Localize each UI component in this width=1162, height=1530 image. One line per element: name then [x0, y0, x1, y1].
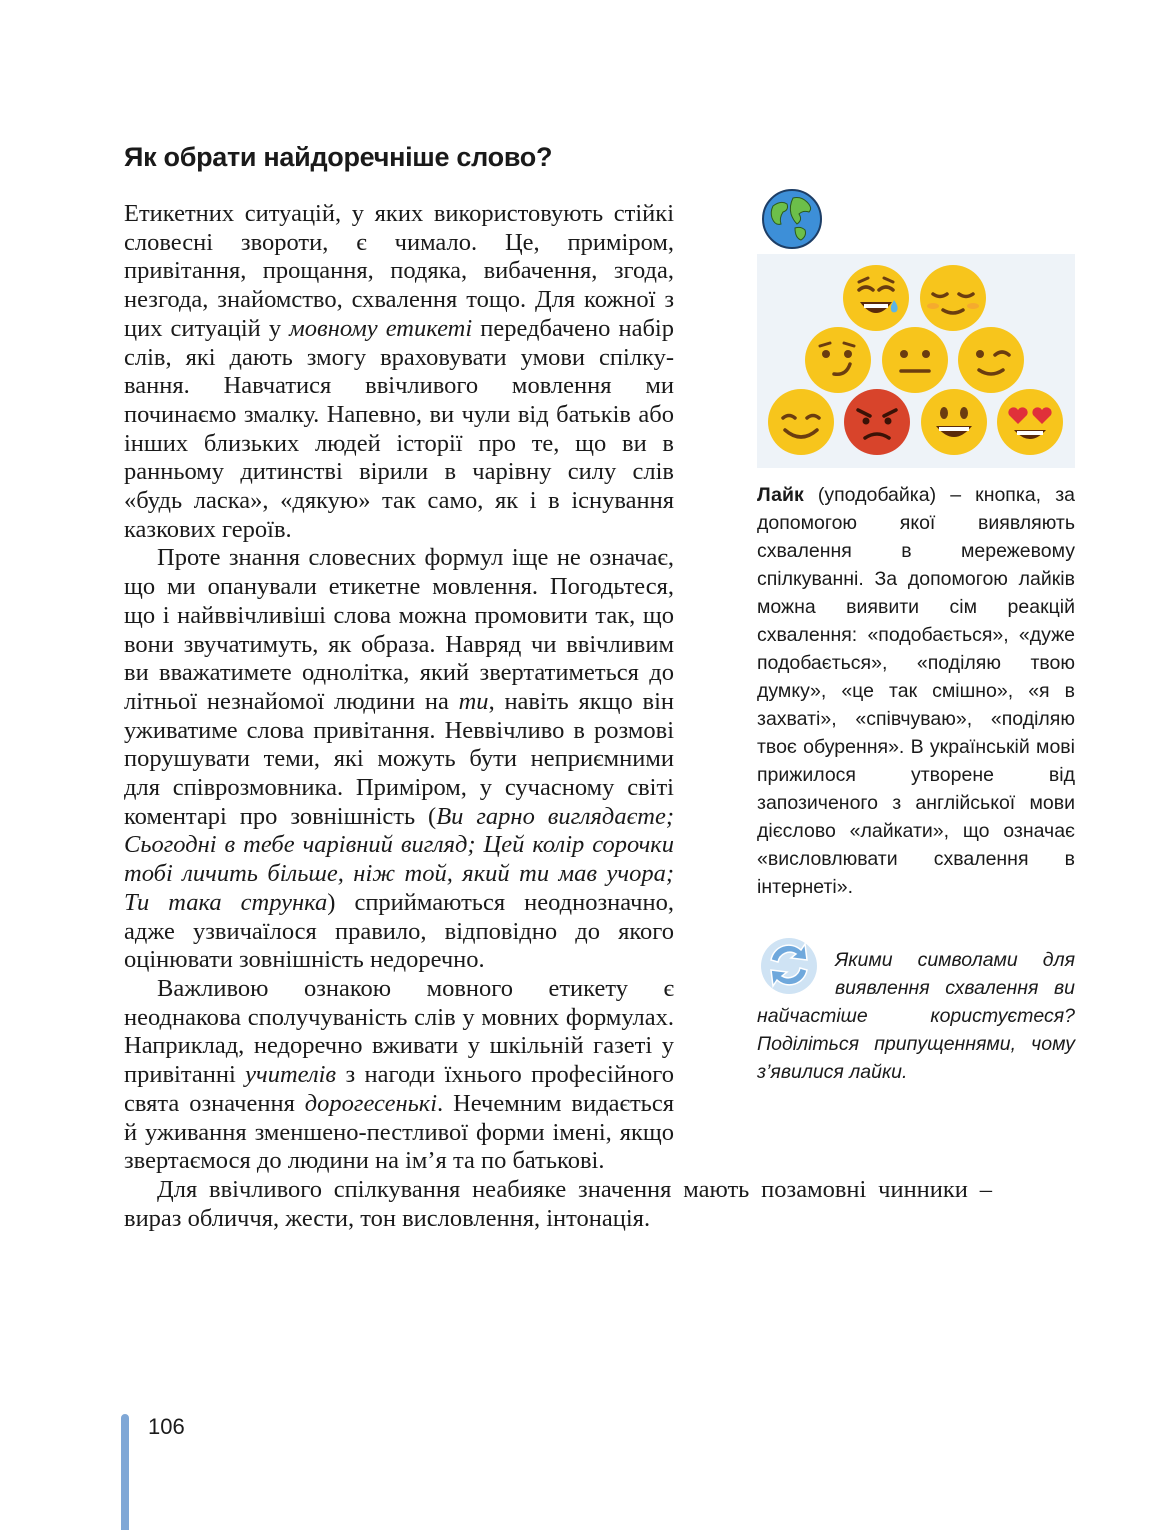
- text-segment: Етикетних ситуацій, у яких використовують стійкі словесні звороти, є чимало. Це, приміром, привітання, прощання, подяка, вибачення, згода, незгода, знайомство, схвалення тощо. Для кожної з цих ситуацій у: [124, 200, 674, 342]
- text-segment: з нагоди їхнього професійного свята означення: [124, 1061, 674, 1117]
- caption-like: [757, 481, 1075, 901]
- emoji-smile-icon: [767, 388, 835, 456]
- caption-term: Лайк: [757, 484, 804, 506]
- text-segment: Важливою ознакою мовного етикету є неоднакова сполучуваність слів у мовних формулах. Наприклад, недоречно вживати у шкільній газеті у привітанні: [124, 974, 674, 1089]
- italic-segment: дорогесенькі: [304, 1089, 438, 1117]
- emoji-tears-of-joy-icon: [842, 264, 910, 332]
- paragraph-4: [124, 1176, 992, 1233]
- emoji-illustration: [757, 254, 1075, 468]
- emoji-smirk-icon: [804, 326, 872, 394]
- emoji-wink-icon: [957, 326, 1025, 394]
- italic-segment: ти: [458, 687, 489, 715]
- emoji-angry-icon: [843, 388, 911, 456]
- italic-segment: мовному етикеті: [289, 314, 473, 342]
- text-segment: передбачено набір слів, які дають змогу враховувати умови спілкування. Навчатися ввічливого мовлення ми починаємо змалку. Напевно, ви чули від батьків або інших близьких людей історії про те, що ви в ранньому дитинстві вірили в чарівну силу слів «будь ласка», «дякую» так само, як і в існування казкових героїв.: [124, 314, 674, 543]
- emoji-grin-icon: [920, 388, 988, 456]
- italic-segment: учителів: [245, 1061, 337, 1089]
- text-segment: . Нечемним видається й уживання зменшено-пестливої форми імені, якщо звертаємося до людини на ім’я та по батькові.: [124, 1089, 674, 1175]
- caption-text: (уподобайка) – кнопка, за допомогою якої виявляють схвалення в мережевому спілкуванні. За допомогою лайків можна виявити сім реакцій схвалення: «подобається», «дуже подобається», «поділяю твою думку», «це так смішно», «я в захваті», «співчуваю», «поділяю твоє обурення». В українській мові прижилося утворене від запозиченого з англійської мови дієслово «лайкати», що означає «висловлювати схвалення в інтернеті».: [757, 484, 1075, 898]
- globe-icon: [761, 188, 823, 250]
- emoji-heart-eyes-icon: [996, 388, 1064, 456]
- discussion-question: Якими символами для виявлення схвалення ви найчастіше користуєтеся? Поділіться припущеннями, чому з’явилися лайки.: [757, 949, 1075, 1083]
- page-accent-bar: [121, 1414, 129, 1530]
- text-segment: Проте знання словесних формул іще не означає, що ми опанували етикетне мовлення. Погодьтеся, що і найввічливіші слова можна промовити так, що вони звучатимуть, як образа. Навряд чи ввічливим ви вважатимете однолітка, який звертатиметься до літньої незнайомої людини на: [124, 544, 674, 715]
- text-segment: , навіть якщо він уживатиме слова привітання. Неввічливо в розмові порушувати теми, які можуть бути неприємними для співрозмовника. Приміром, у сучасному світі коментарі про зовнішність (: [124, 687, 674, 830]
- text-segment: Для ввічливого спілкування неабияке значення мають позамовні чинники – вираз обличчя, жести, тон висловлення, інтонація.: [124, 1175, 992, 1232]
- emoji-neutral-icon: [881, 326, 949, 394]
- text-segment: ) сприймаються неоднозначно, адже узвичаїлося правило, відповідно до якого оцінювати зовнішність недоречно.: [124, 888, 674, 974]
- section-heading: Як обрати найдоречніше слово?: [124, 142, 553, 172]
- italic-segment: Ви гарно виглядаєте; Сьогодні в тебе чарівний вигляд; Цей колір сорочки тобі личить більше, ніж той, який ти мав учора; Ти така струнка: [124, 802, 674, 916]
- page-number: 106: [148, 1414, 185, 1439]
- emoji-relieved-icon: [919, 264, 987, 332]
